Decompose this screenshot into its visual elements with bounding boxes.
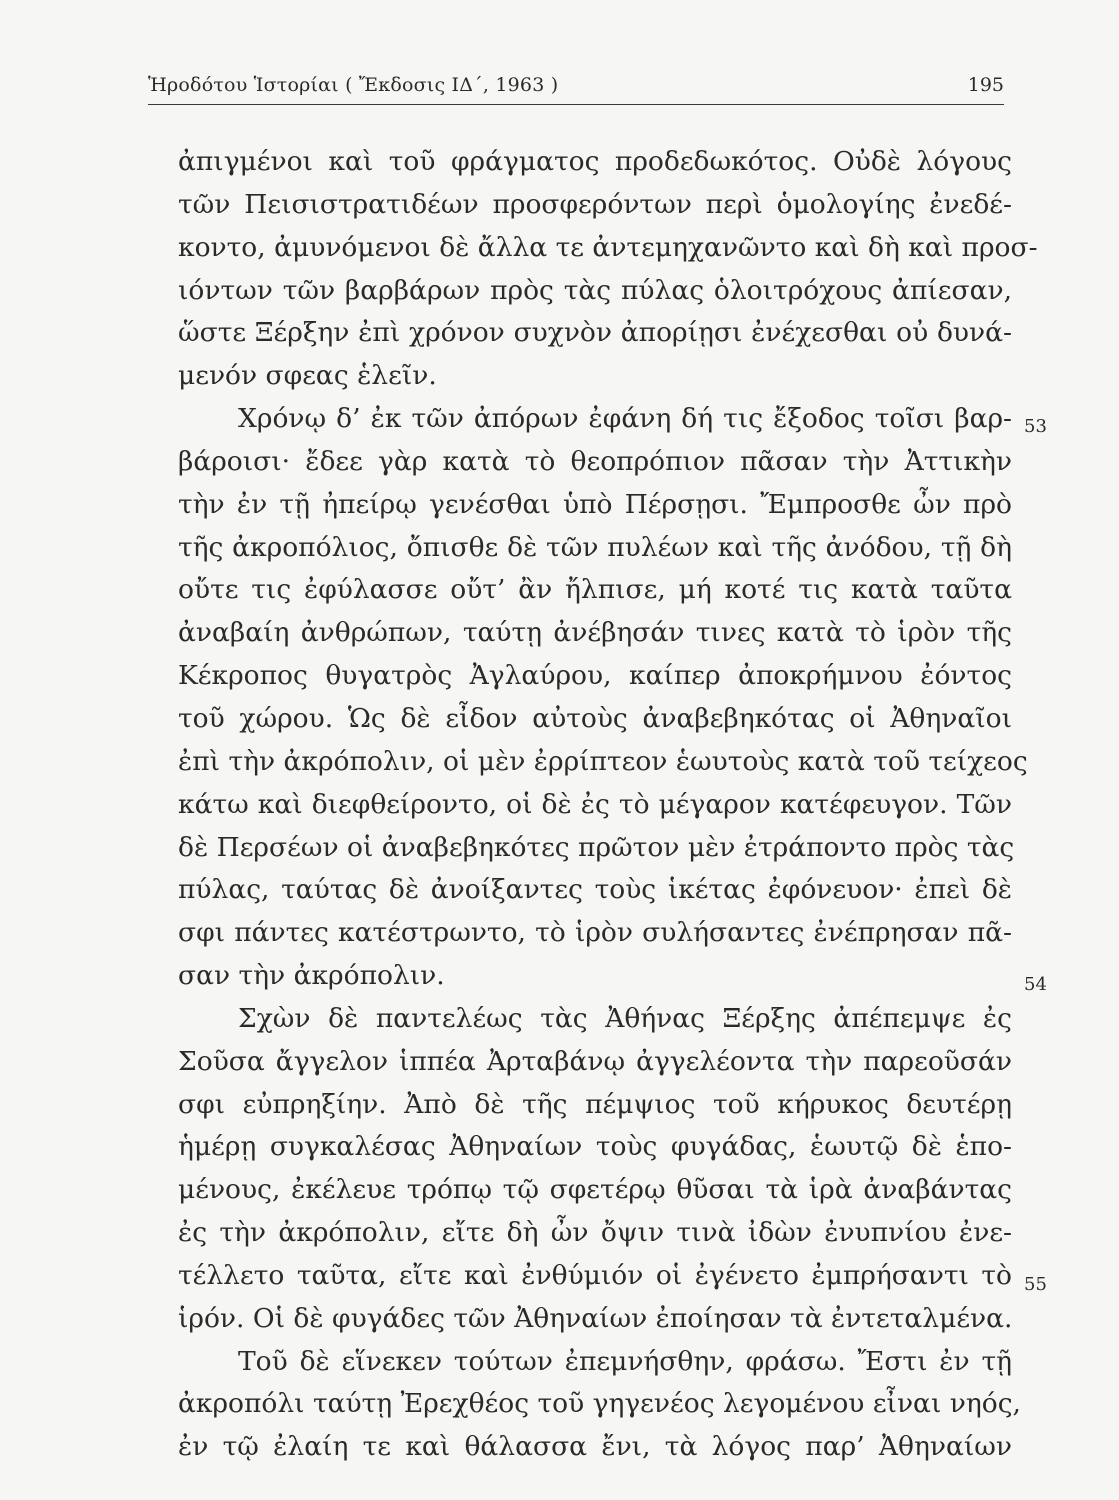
section-number: 55 — [1024, 1274, 1047, 1295]
text-line: Σχὼν δὲ παντελέως τὰς Ἀθήνας Ξέρξης ἀπέπεμψε ἐς — [238, 1002, 1012, 1034]
text-line: δὲ Περσέων οἱ ἀναβεβηκότες πρῶτον μὲν ἐτράποντο πρὸς τὰς — [178, 831, 1015, 863]
header-title: Ἡροδότου Ἱστορίαι ( Ἔκδοσις ΙΔ΄, 1963 ) — [148, 74, 559, 96]
text-line: μένους, ἐκέλευε τρόπῳ τῷ σφετέρῳ θῦσαι τὰ ἱρὰ ἀναβάντας — [178, 1174, 1012, 1206]
page-number: 195 — [967, 74, 1004, 96]
text-line: Χρόνῳ δ’ ἐκ τῶν ἀπόρων ἐφάνη δή τις ἔξοδος τοῖσι βαρ- — [238, 403, 1012, 435]
text-line: κοντο, ἀμυνόμενοι δὲ ἄλλα τε ἀντεμηχανῶντο καὶ δὴ καὶ προσ- — [178, 231, 1038, 263]
text-line: οὔτε τις ἐφύλασσε οὔτ’ ἂν ἤλπισε, μή κοτέ τις κατὰ ταῦτα — [178, 574, 1012, 606]
section-number: 54 — [1024, 974, 1047, 995]
running-header — [148, 74, 1004, 104]
text-line: κάτω καὶ διεφθείροντο, οἱ δὲ ἐς τὸ μέγαρον κατέφευγον. Τῶν — [178, 788, 1012, 820]
text-line: ἐπὶ τὴν ἀκρόπολιν, οἱ μὲν ἐρρίπτεον ἑωυτοὺς κατὰ τοῦ τείχεος — [178, 745, 1028, 777]
text-line: Σοῦσα ἄγγελον ἱππέα Ἀρταβάνῳ ἀγγελέοντα τὴν παρεοῦσάν — [178, 1045, 1012, 1077]
text-line: πύλας, ταύτας δὲ ἀνοίξαντες τοὺς ἱκέτας ἐφόνευον· ἐπεὶ δὲ — [178, 874, 1012, 906]
section-number: 53 — [1024, 416, 1047, 437]
text-line: μενόν σφεας ἑλεῖν. — [178, 360, 437, 392]
text-line: τῶν Πεισιστρατιδέων προσφερόντων περὶ ὁμολογίης ἐνεδέ- — [178, 188, 1012, 220]
text-line: ιόντων τῶν βαρβάρων πρὸς τὰς πύλας ὁλοιτρόχους ἀπίεσαν, — [178, 274, 1012, 306]
text-line: ἱρόν. Οἱ δὲ φυγάδες τῶν Ἀθηναίων ἐποίησαν τὰ ἐντεταλμένα. — [178, 1302, 1013, 1334]
text-line: ἐς τὴν ἀκρόπολιν, εἴτε δὴ ὦν ὄψιν τινὰ ἰδὼν ἐνυπνίου ἐνε- — [178, 1217, 1012, 1249]
text-line: βάροισι· ἔδεε γὰρ κατὰ τὸ θεοπρόπιον πᾶσαν τὴν Ἀττικὴν — [178, 445, 1012, 477]
text-line: σφι πάντες κατέστρωντο, τὸ ἱρὸν συλήσαντες ἐνέπρησαν πᾶ- — [178, 917, 1012, 949]
text-line: Κέκροπος θυγατρὸς Ἀγλαύρου, καίπερ ἀποκρήμνου ἐόντος — [178, 660, 1012, 692]
text-line: ἀναβαίη ἀνθρώπων, ταύτῃ ἀνέβησάν τινες κατὰ τὸ ἱρὸν τῆς — [178, 617, 1012, 649]
text-line: τῆς ἀκροπόλιος, ὄπισθε δὲ τῶν πυλέων καὶ τῆς ἀνόδου, τῇ δὴ — [178, 531, 1012, 563]
text-line: ἐν τῷ ἐλαίη τε καὶ θάλασσα ἔνι, τὰ λόγος παρ’ Ἀθηναίων — [178, 1431, 1012, 1463]
text-line: ἀπιγμένοι καὶ τοῦ φράγματος προδεδωκότος. Οὐδὲ λόγους — [178, 146, 1012, 177]
text-line: σφι εὐπρηξίην. Ἀπὸ δὲ τῆς πέμψιος τοῦ κήρυκος δευτέρῃ — [178, 1088, 1012, 1120]
text-line: ἡμέρῃ συγκαλέσας Ἀθηναίων τοὺς φυγάδας, ἑωυτῷ δὲ ἑπο- — [178, 1131, 1012, 1163]
text-line: τέλλετο ταῦτα, εἴτε καὶ ἐνθύμιόν οἱ ἐγένετο ἐμπρήσαντι τὸ — [178, 1259, 1012, 1291]
header-rule — [148, 104, 1004, 105]
text-line: ἀκροπόλι ταύτῃ Ἐρεχθέος τοῦ γηγενέος λεγομένου εἶναι νηός, — [178, 1388, 1021, 1420]
text-line: σαν τὴν ἀκρόπολιν. — [178, 960, 445, 992]
text-line: Τοῦ δὲ εἵνεκεν τούτων ἐπεμνήσθην, φράσω. Ἔστι ἐν τῇ — [238, 1345, 1012, 1377]
text-line: τοῦ χώρου. Ὡς δὲ εἶδον αὐτοὺς ἀναβεβηκότας οἱ Ἀθηναῖοι — [178, 702, 1012, 734]
text-line: τὴν ἐν τῇ ἠπείρῳ γενέσθαι ὑπὸ Πέρσῃσι. Ἔμπροσθε ὦν πρὸ — [178, 488, 1012, 520]
text-line: ὥστε Ξέρξην ἐπὶ χρόνον συχνὸν ἀπορίῃσι ἐνέχεσθαι οὐ δυνά- — [178, 317, 1012, 349]
